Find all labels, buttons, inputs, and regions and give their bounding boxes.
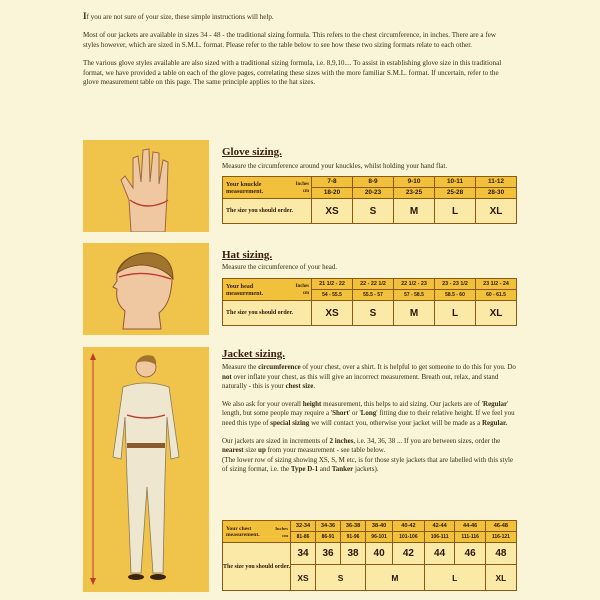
- hat-size-cell: S: [353, 301, 394, 326]
- glove-size-cell: M: [394, 199, 435, 224]
- glove-size-cell: L: [435, 199, 476, 224]
- hat-inches-cell: 22 1/2 - 23: [394, 279, 435, 290]
- hat-cm-cell: 57 - 58.5: [394, 290, 435, 301]
- jacket-cm-cell: 96-101: [366, 532, 393, 543]
- hat-size-cell: L: [435, 301, 476, 326]
- jacket-size-cell: 38: [341, 543, 366, 565]
- glove-inches-cell: 7-8: [312, 177, 353, 188]
- glove-order-label: The size you should order.: [223, 199, 312, 224]
- glove-size-cell: XS: [312, 199, 353, 224]
- hat-measure-label: Your head measurement. Inches cm: [223, 279, 312, 301]
- jacket-cm-cell: 91-96: [341, 532, 366, 543]
- jacket-size-cell: 42: [393, 543, 425, 565]
- hat-size-cell: XS: [312, 301, 353, 326]
- glove-inches-cell: 11-12: [476, 177, 517, 188]
- jacket-inches-cell: 40-42: [393, 521, 425, 532]
- glove-inches-cell: 9-10: [394, 177, 435, 188]
- jacket-inches-cell: 32-34: [291, 521, 316, 532]
- hand-icon: [83, 140, 209, 232]
- man-figure-icon: [83, 347, 209, 592]
- hat-cm-cell: 54 - 55.5: [312, 290, 353, 301]
- hat-size-table: [222, 278, 517, 326]
- glove-size-table: [222, 176, 517, 224]
- jacket-inches-cell: 46-48: [485, 521, 516, 532]
- jacket-cm-cell: 106-111: [424, 532, 455, 543]
- jacket-illustration: [83, 347, 209, 592]
- jacket-size-cell: 40: [366, 543, 393, 565]
- jacket-size-table: [222, 520, 517, 591]
- hat-title: Hat sizing.: [222, 249, 273, 261]
- intro-text: [83, 12, 508, 96]
- glove-inches-cell: 10-11: [435, 177, 476, 188]
- hat-inches-cell: 23 - 23 1/2: [435, 279, 476, 290]
- jacket-inches-cell: 42-44: [424, 521, 455, 532]
- jacket-cm-cell: 111-116: [455, 532, 485, 543]
- jacket-instructions: [222, 363, 517, 483]
- intro-paragraph-1: If you are not sure of your size, these simple instructions will help.: [83, 11, 274, 21]
- jacket-letter-size-cell: S: [316, 565, 366, 591]
- head-profile-icon: [83, 243, 209, 335]
- hat-cm-cell: 55.5 - 57: [353, 290, 394, 301]
- intro-paragraph-3: The various glove styles available are also sized with a traditional sizing formula, i.e. 8,9,10.... To assist in establishing glove size in this traditional format, we have provided a table on each of the glove pages, correlating these sizes with the more familiar S.M.L. format. If uncertain, refer to the glove measurement table on this page. The same principle applies to the hat sizes.: [83, 59, 502, 87]
- hat-inches-cell: 22 - 22 1/2: [353, 279, 394, 290]
- hat-inches-cell: 23 1/2 - 24: [476, 279, 517, 290]
- jacket-size-cell: 36: [316, 543, 341, 565]
- jacket-inches-cell: 38-40: [366, 521, 393, 532]
- glove-inches-cell: 8-9: [353, 177, 394, 188]
- jacket-title: Jacket sizing.: [222, 348, 285, 360]
- jacket-cm-cell: 86-91: [316, 532, 341, 543]
- jacket-letter-size-cell: L: [424, 565, 485, 591]
- hat-order-label: The size you should order.: [223, 301, 312, 326]
- glove-cm-cell: 18-20: [312, 188, 353, 199]
- jacket-paragraph-1: Measure the circumference of your chest, over a shirt. It is helpful to get someone to do this for you. Do not over inflate your chest, as this will give an incorrect measurement. Breath out, relax, and stand naturally - this is your chest size.: [222, 363, 516, 391]
- drop-initial: I: [83, 11, 87, 21]
- jacket-letter-size-cell: XS: [291, 565, 316, 591]
- glove-measure-label: Your knuckle measurement. Inches cm: [223, 177, 312, 199]
- jacket-size-cell: 44: [424, 543, 455, 565]
- hat-cm-cell: 58.5 - 60: [435, 290, 476, 301]
- jacket-paragraph-3: Our jackets are sized in increments of 2 inches, i.e. 34, 36, 38 ... If you are between sizes, order the nearest size up from your measurement - see table below. (The lower row of sizing showing XS, S, M etc, is for those style jackets that are labelled with this style of sizing format, i.e. the Type D-1 and Tanker jackets).: [222, 436, 514, 474]
- hat-size-cell: M: [394, 301, 435, 326]
- hat-cm-cell: 60 - 61.5: [476, 290, 517, 301]
- jacket-letter-size-cell: M: [366, 565, 425, 591]
- glove-size-cell: S: [353, 199, 394, 224]
- jacket-inches-cell: 36-38: [341, 521, 366, 532]
- glove-cm-cell: 20-23: [353, 188, 394, 199]
- glove-title: Glove sizing.: [222, 146, 282, 158]
- jacket-size-cell: 34: [291, 543, 316, 565]
- glove-cm-cell: 28-30: [476, 188, 517, 199]
- glove-size-cell: XL: [476, 199, 517, 224]
- jacket-size-cell: 46: [455, 543, 485, 565]
- jacket-order-label: The size you should order.: [223, 543, 291, 591]
- hat-description: Measure the circumference of your head.: [222, 263, 338, 271]
- hat-inches-cell: 21 1/2 - 22: [312, 279, 353, 290]
- glove-description: Measure the circumference around your knuckles, whilst holding your hand flat.: [222, 162, 448, 170]
- jacket-inches-cell: 34-36: [316, 521, 341, 532]
- jacket-letter-size-cell: XL: [485, 565, 516, 591]
- jacket-paragraph-2: We also ask for your overall height measurement, this helps to aid sizing. Our jackets are of 'Regular' length, but some people may require a 'Short' or 'Long' fitting due to their relative height. If we feel you need this type of special sizing we will contact you, otherwise your jacket will be made as a Regular.: [222, 399, 515, 427]
- hat-illustration: [83, 243, 209, 335]
- jacket-size-cell: 48: [485, 543, 516, 565]
- jacket-cm-cell: 81-86: [291, 532, 316, 543]
- hat-size-cell: XL: [476, 301, 517, 326]
- jacket-cm-cell: 116-121: [485, 532, 516, 543]
- jacket-inches-cell: 44-46: [455, 521, 485, 532]
- glove-cm-cell: 23-25: [394, 188, 435, 199]
- intro-paragraph-2: Most of our jackets are available in sizes 34 - 48 - the traditional sizing formula. This refers to the chest circumference, in inches. There are a few styles however, which are sized in S.M.L. format. Please refer to the table below to see how these two sizing formats relate to each other.: [83, 31, 496, 49]
- glove-illustration: [83, 140, 209, 232]
- glove-cm-cell: 25-28: [435, 188, 476, 199]
- jacket-cm-cell: 101-106: [393, 532, 425, 543]
- jacket-measure-label: Your chest measurement. Inches cm: [223, 521, 291, 543]
